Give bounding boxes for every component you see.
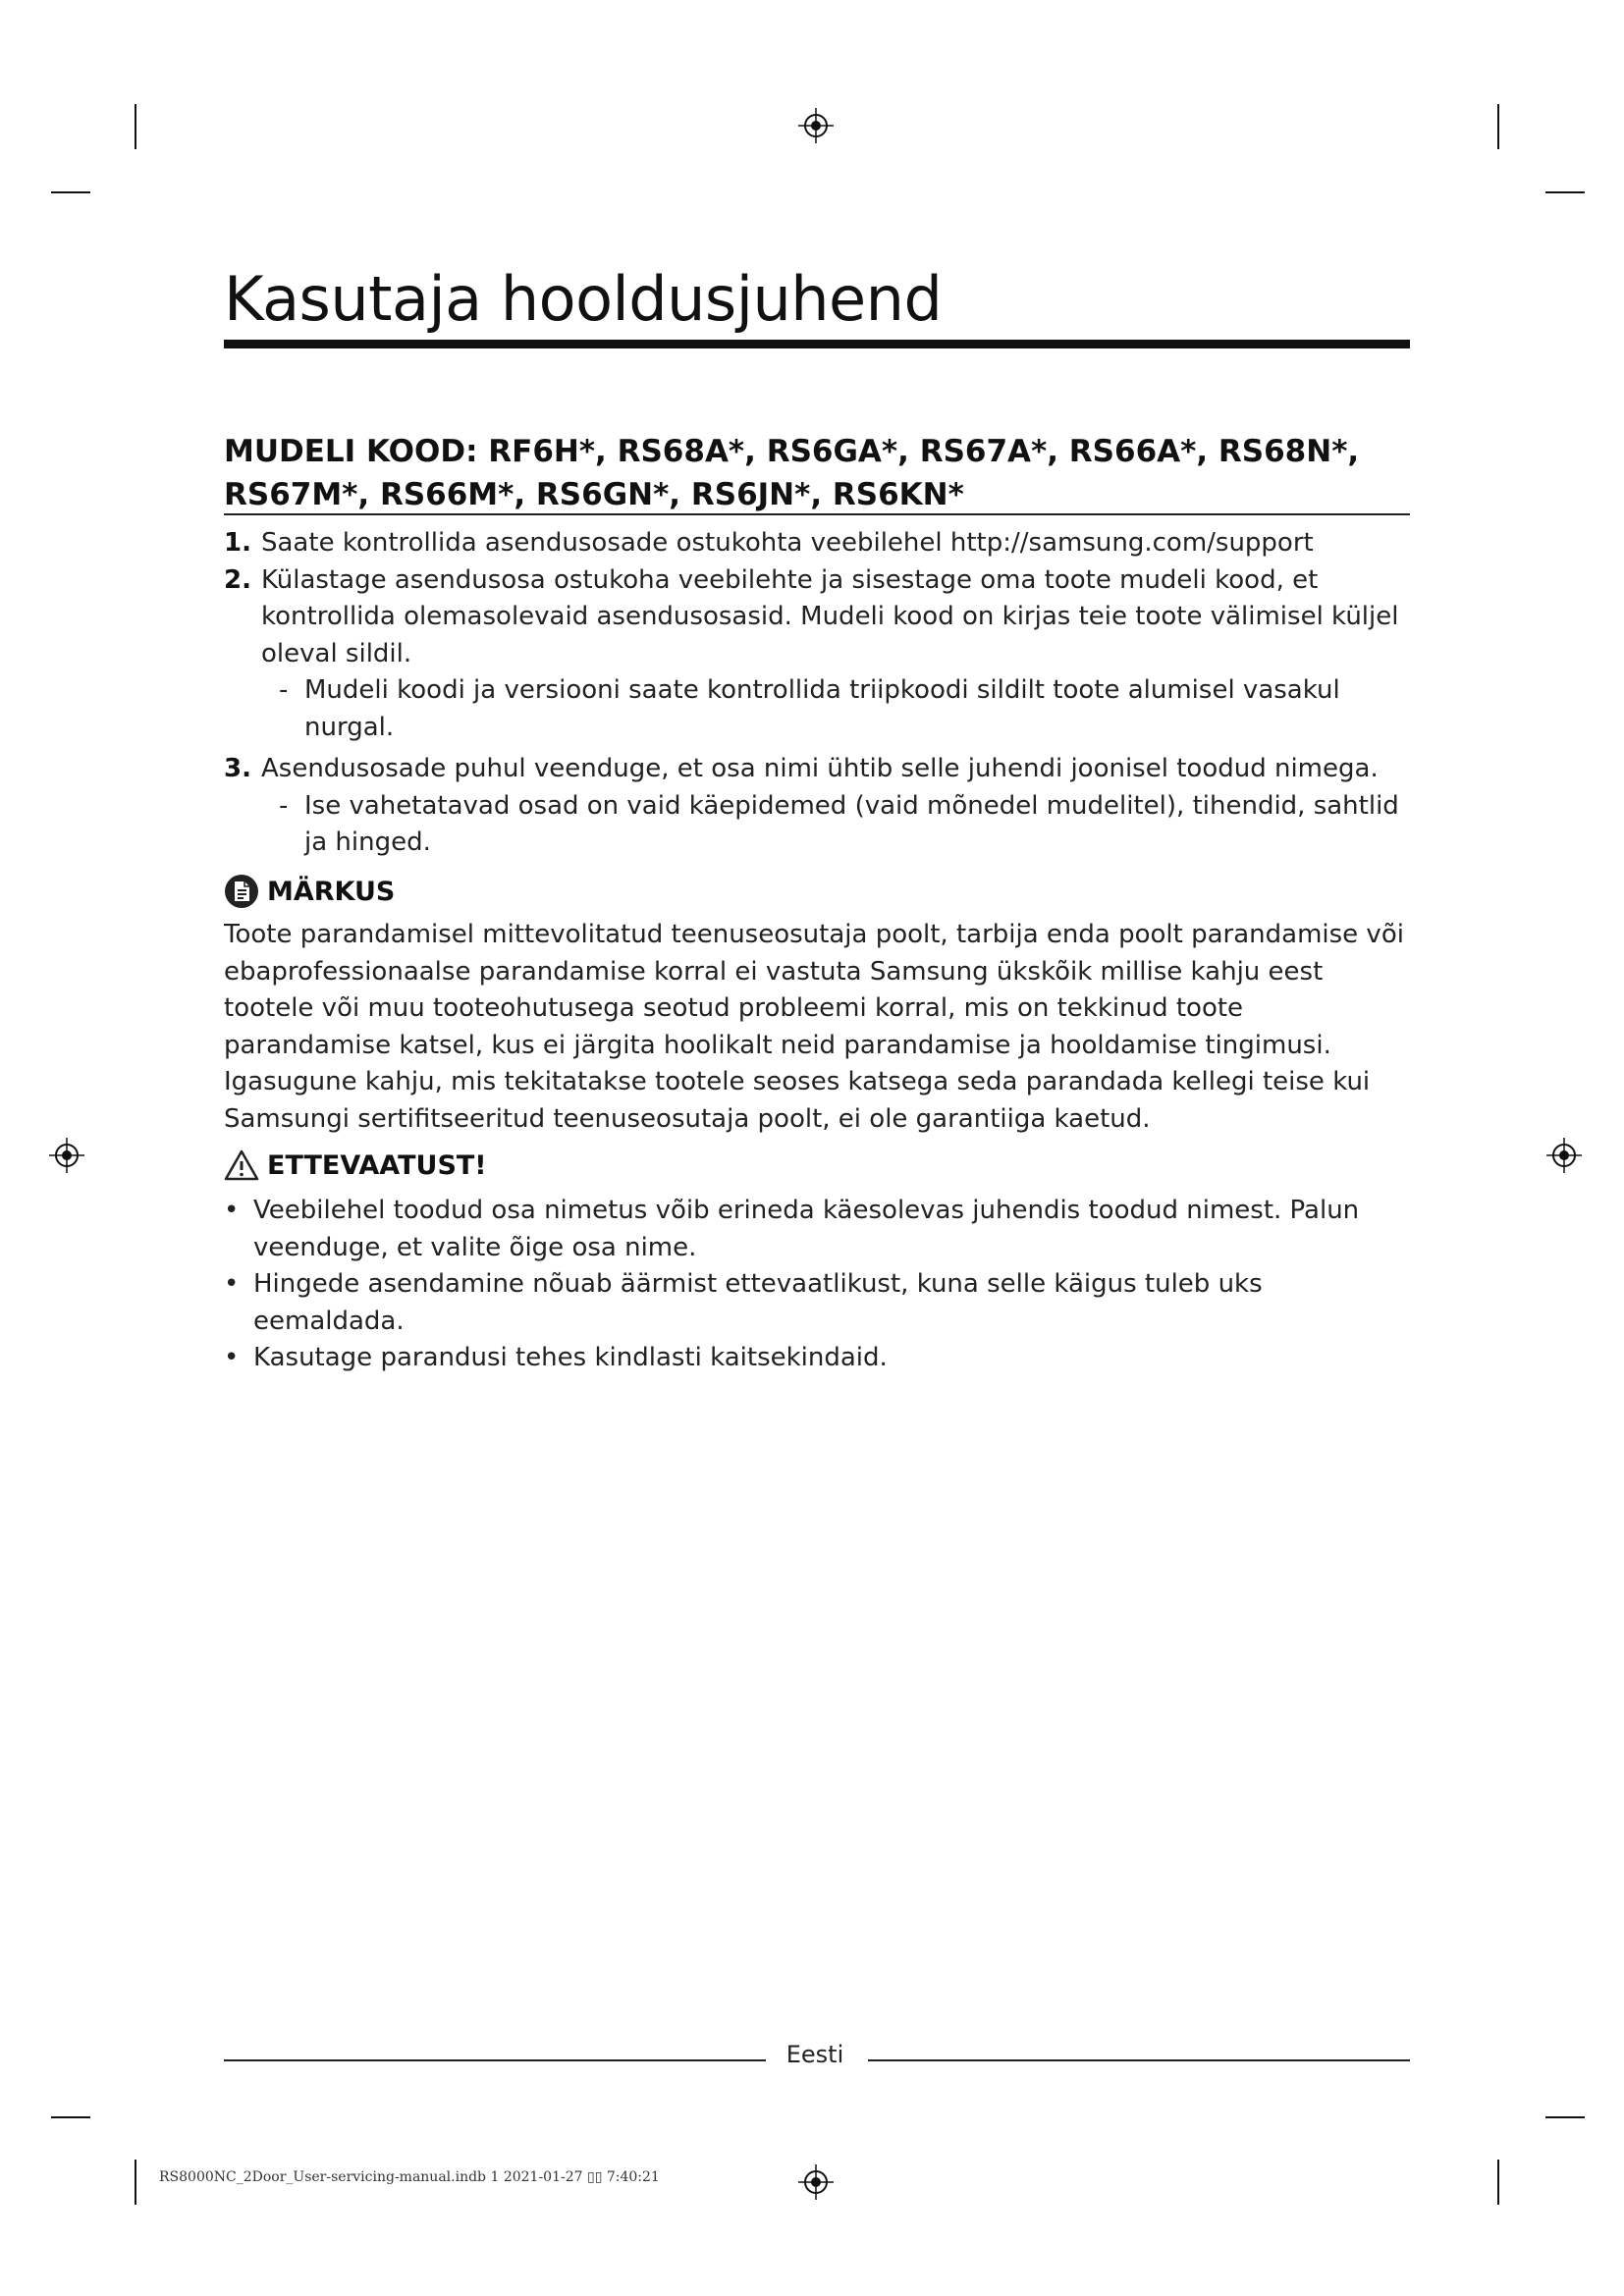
note-icon: [224, 874, 259, 909]
step-sub-text: Mudeli koodi ja versiooni saate kontrollida triipkoodi sildilt toote alumisel vasakul nurgal.: [304, 675, 1340, 742]
page-title: Kasutaja hooldusjuhend: [224, 263, 943, 335]
caution-label-row: [224, 1148, 487, 1182]
crop-mark-top-left: [135, 104, 136, 149]
trim-mark-top-left: [51, 191, 90, 193]
caution-item: [224, 1193, 1417, 1266]
caution-item: [224, 1266, 1417, 1340]
footer-language: Eesti: [785, 2041, 844, 2068]
registration-mark-icon: [798, 2164, 834, 2200]
bullet-glyph: •: [224, 1343, 240, 1372]
step-sub-text: Ise vahetatavad osad on vaid käepidemed (vaid mõnedel mudelitel), tihendid, sahtlid ja hinged.: [304, 790, 1399, 857]
crop-mark-top-right: [1497, 104, 1499, 149]
dash-glyph: -: [279, 675, 289, 705]
warning-triangle-icon: [224, 1148, 259, 1182]
step-item: [224, 751, 1417, 788]
footer-rule-left: [224, 2059, 766, 2061]
registration-mark-icon: [1546, 1138, 1582, 1173]
trim-mark-bottom-right: [1545, 2116, 1585, 2118]
footer-rule-right: [868, 2059, 1410, 2061]
step-number: 2.: [224, 564, 251, 595]
note-text: Toote parandamisel mittevolitatud teenuseosutaja poolt, tarbija enda poolt parandamise või ebaprofessionaalse parandamise korral ei vastuta Samsung ükskõik millise kahju eest tootele või muu tooteohutusega seotud probleemi korral, mis on tekkinud toote parandamise katsel, kus ei järgita hoolikalt neid parandamise ja hooldamise tingimusi. Igasugune kahju, mis tekitatakse tootele seoses katsega seda parandada kellegi teise kui Samsungi sertifitseeritud teenuseosutaja poolt, ei ole garantiiga kaetud.: [224, 920, 1404, 1134]
step-text: Saate kontrollida asendusosade ostukohta veebilehel http://samsung.com/support: [261, 528, 1314, 558]
steps-list: [224, 525, 1417, 862]
caution-label: ETTEVAATUST!: [267, 1149, 487, 1181]
caution-item: [224, 1340, 1417, 1377]
step-item: [224, 562, 1417, 673]
crop-mark-bottom-right: [1497, 2160, 1499, 2205]
step-text: Asendusosade puhul veenduge, et osa nimi ühtib selle juhendi joonisel toodud nimega.: [261, 754, 1379, 783]
model-code-heading: MUDELI KOOD: RF6H*, RS68A*, RS6GA*, RS67A*, RS66A*, RS68N*, RS67M*, RS66M*, RS6GN*, RS6JN*, RS6KN*: [224, 434, 1360, 512]
dash-glyph: -: [279, 790, 289, 821]
step-text: Külastage asendusosa ostukoha veebilehte ja sisestage oma toote mudeli kood, et kontrollida olemasolevaid asendusosasid. Mudeli kood on kirjas teie toote välimisel küljel oleval sildil.: [261, 564, 1399, 668]
bullet-glyph: •: [224, 1196, 240, 1225]
trim-mark-top-right: [1545, 191, 1585, 193]
registration-mark-icon: [798, 108, 834, 143]
registration-mark-icon: [49, 1138, 84, 1173]
note-label-row: [224, 874, 395, 909]
caution-item-text: Hingede asendamine nõuab äärmist ettevaatlikust, kuna selle käigus tuleb uks eemaldada.: [253, 1269, 1263, 1336]
step-sub-item: [224, 788, 1417, 862]
bullet-glyph: •: [224, 1269, 240, 1299]
step-number: 3.: [224, 754, 251, 783]
trim-mark-bottom-left: [51, 2116, 90, 2118]
print-imprint: RS8000NC_2Door_User-servicing-manual.indb 1 2021-01-27 ▯▯ 7:40:21: [159, 2169, 660, 2185]
heading-rule: [224, 513, 1410, 515]
caution-item-text: Kasutage parandusi tehes kindlasti kaitsekindaid.: [253, 1343, 888, 1372]
title-rule: [224, 340, 1410, 348]
crop-mark-bottom-left: [135, 2160, 136, 2205]
caution-list: [224, 1193, 1417, 1377]
step-sub-item: [224, 672, 1417, 746]
step-number: 1.: [224, 528, 251, 558]
note-label: MÄRKUS: [267, 876, 396, 907]
caution-item-text: Veebilehel toodud osa nimetus võib erineda käesolevas juhendis toodud nimest. Palun veenduge, et valite õige osa nime.: [253, 1196, 1360, 1262]
step-item: [224, 525, 1417, 562]
